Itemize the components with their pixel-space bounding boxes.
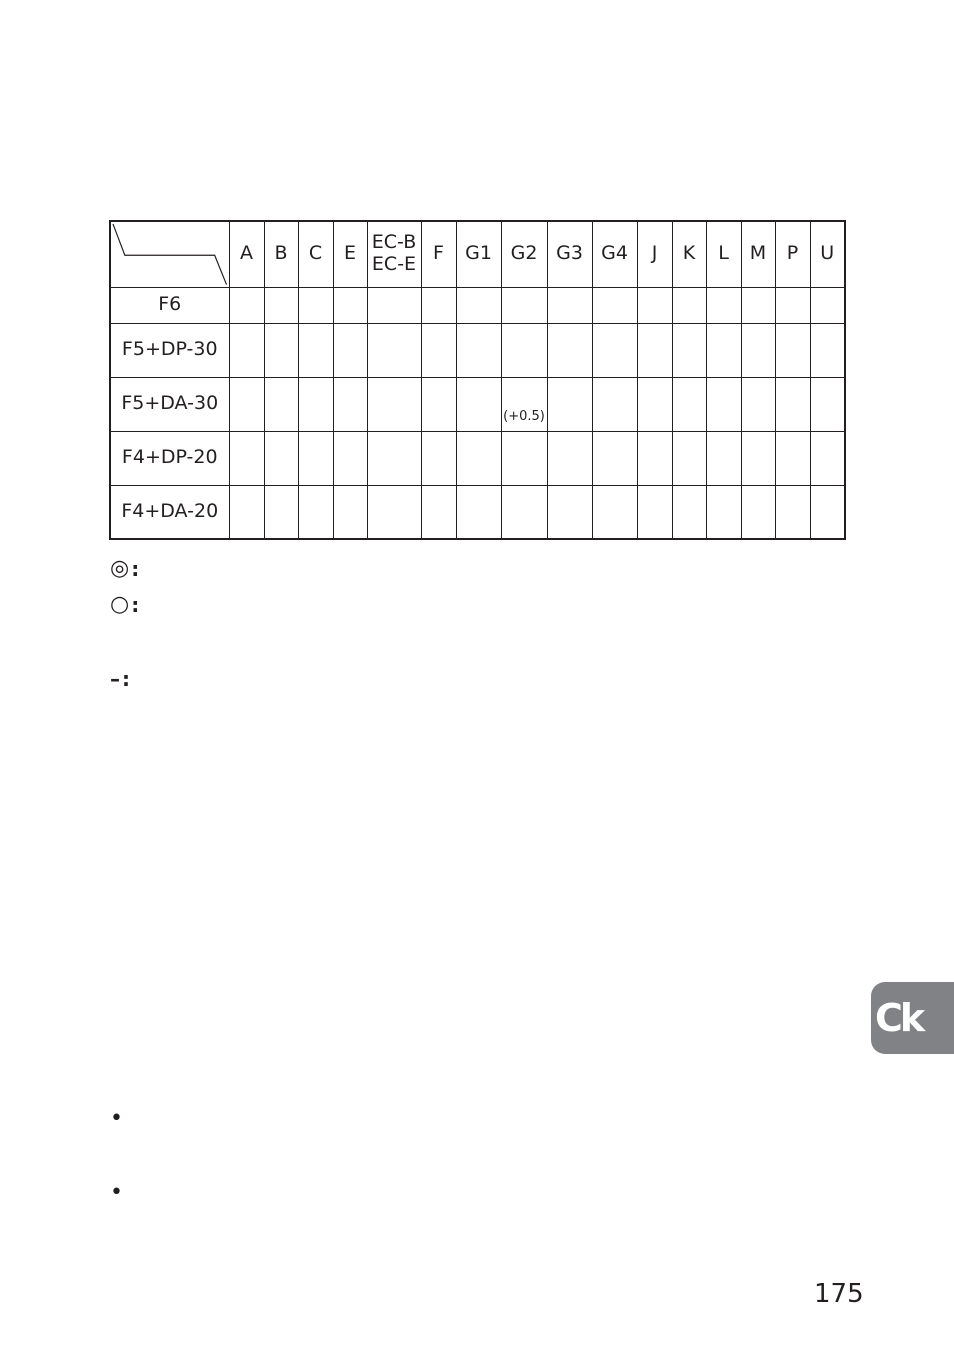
cell [501,431,547,485]
table-row [110,323,845,377]
cell-note: (+0.5) [501,377,547,431]
cell [421,485,456,539]
cell [547,431,592,485]
dash-icon: – [110,667,120,691]
cell [501,485,547,539]
cell [456,287,501,323]
section-tab-ck: Ck [871,982,954,1054]
column-header-ec-b: EC-B [371,231,417,254]
cell [367,377,421,431]
legend-circle [110,592,139,617]
circle-icon: ○ [110,592,130,617]
cell [264,287,298,323]
cell [706,485,741,539]
cell [367,485,421,539]
table-row [110,287,845,323]
cell [421,431,456,485]
cell [456,485,501,539]
cell [421,377,456,431]
cell [775,485,810,539]
row-header: F5+DA-30 [110,377,229,431]
cell [741,485,775,539]
cell [592,287,637,323]
cell [741,323,775,377]
table-row [110,431,845,485]
column-header: G4 [592,221,637,287]
table-row [110,377,845,431]
row-header: F6 [110,287,229,323]
cell [810,287,845,323]
legend-colon: : [131,556,140,581]
column-header: G1 [456,221,501,287]
cell [775,323,810,377]
cell [333,287,367,323]
column-header: P [775,221,810,287]
cell [637,287,672,323]
row-header: F4+DA-20 [110,485,229,539]
cell [367,323,421,377]
cell [547,323,592,377]
cell [592,323,637,377]
row-header: F4+DP-20 [110,431,229,485]
corner-cell [110,221,229,287]
cell [229,377,264,431]
cell [810,323,845,377]
cell [421,323,456,377]
cell [333,377,367,431]
cell [672,377,706,431]
cell [637,431,672,485]
cell [333,431,367,485]
cell [810,377,845,431]
cell [775,431,810,485]
row-header: F5+DP-30 [110,323,229,377]
cell [501,323,547,377]
cell [741,377,775,431]
column-header: C [298,221,333,287]
cell [298,485,333,539]
column-header: K [672,221,706,287]
column-header: M [741,221,775,287]
page-number: 175 [814,1279,864,1309]
cell [706,287,741,323]
cell [547,377,592,431]
header-row [110,221,845,287]
compatibility-table [109,220,846,540]
cell [264,431,298,485]
cell [333,323,367,377]
cell [547,287,592,323]
cell [672,485,706,539]
column-header: E [333,221,367,287]
cell [810,431,845,485]
cell [298,431,333,485]
column-header: L [706,221,741,287]
cell [456,323,501,377]
cell [775,377,810,431]
column-header: J [637,221,672,287]
cell [229,287,264,323]
cell [547,485,592,539]
cell [501,287,547,323]
column-header-ec-e: EC-E [371,253,417,276]
column-header: U [810,221,845,287]
cell [229,431,264,485]
column-header: F [421,221,456,287]
cell [367,287,421,323]
cell [672,431,706,485]
bullet-icon: • [110,1106,123,1131]
column-header-ec [367,221,421,287]
cell [706,377,741,431]
cell [637,323,672,377]
cell [298,287,333,323]
cell [298,323,333,377]
cell [264,377,298,431]
bullet-icon: • [110,1180,123,1205]
column-header: G2 [501,221,547,287]
column-header: G3 [547,221,592,287]
legend-double-circle [110,556,139,581]
column-header: B [264,221,298,287]
cell [706,323,741,377]
cell [264,485,298,539]
cell [592,431,637,485]
legend-dash [110,667,130,691]
table-row [110,485,845,539]
cell [298,377,333,431]
cell [229,485,264,539]
legend-colon: : [122,667,130,691]
cell [264,323,298,377]
legend-colon: : [131,592,140,617]
cell [229,323,264,377]
cell [637,377,672,431]
cell [456,431,501,485]
cell [421,287,456,323]
cell [741,287,775,323]
cell [592,485,637,539]
cell [592,377,637,431]
diagonal-divider-icon [111,222,229,287]
cell [367,431,421,485]
cell [672,287,706,323]
cell [775,287,810,323]
cell [706,431,741,485]
cell [741,431,775,485]
cell [672,323,706,377]
cell [456,377,501,431]
cell [810,485,845,539]
column-header: A [229,221,264,287]
cell [333,485,367,539]
cell [637,485,672,539]
double-circle-icon: ◎ [110,556,130,581]
